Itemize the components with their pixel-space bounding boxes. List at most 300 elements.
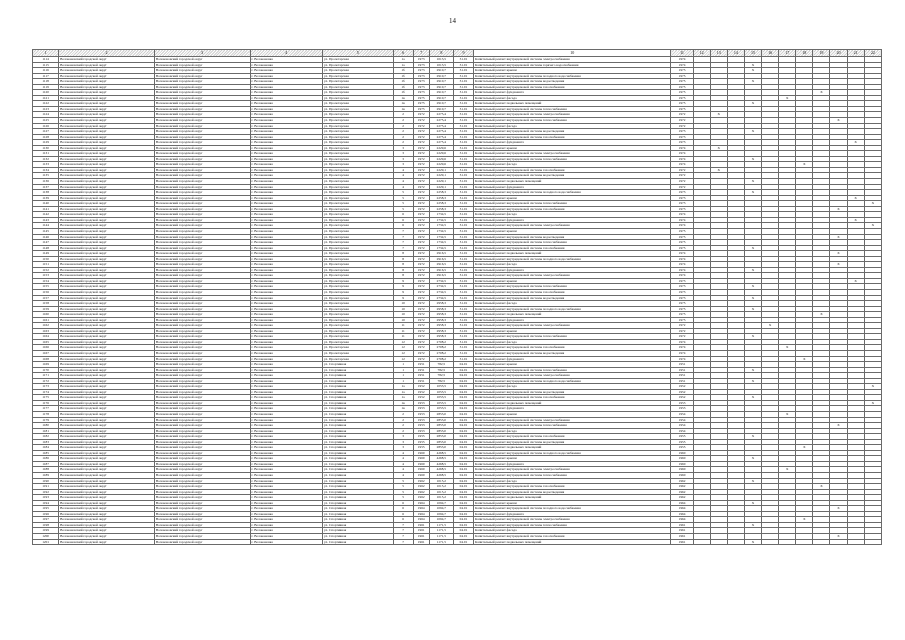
table-cell: 1961 (413, 539, 429, 545)
table-cell: 10 (393, 306, 413, 312)
table-cell: Капитальный ремонт подвальных помещений (474, 539, 671, 545)
table-cell: 04.01 (453, 400, 473, 406)
table-cell: 31.01 (453, 334, 473, 340)
table-cell: г. Волоконовка (250, 445, 323, 451)
table-cell: 04.01 (453, 362, 473, 368)
table-cell: Волоконовский городской округ (154, 145, 250, 151)
table-cell: Волоконовский городской округ (59, 323, 155, 329)
table-cell: Волоконовский городской округ (59, 522, 155, 528)
table-cell: 12 (393, 356, 413, 362)
table-cell: 1053,5 (429, 384, 453, 390)
table-cell: Волоконовский городской округ (59, 417, 155, 423)
table-cell: 04.01 (453, 500, 473, 506)
table-cell: ул. Спортивная (323, 467, 393, 473)
table-cell: 1953 (413, 423, 429, 429)
table-cell: Волоконовский городской округ (154, 500, 250, 506)
table-cell: 1954 (671, 412, 693, 418)
column-header-9: 9 (453, 50, 473, 57)
column-header-15: 15 (744, 50, 761, 57)
table-cell: г. Волоконовка (250, 228, 323, 234)
table-cell: 1972 (413, 278, 429, 284)
table-cell: Волоконовский городской округ (59, 328, 155, 334)
table-cell: 31.01 (453, 73, 473, 79)
table-cell: Капитальный ремонт фасада (474, 478, 671, 484)
table-cell: 1169 (33, 362, 59, 368)
table-cell: 31.01 (453, 228, 473, 234)
table-cell: 1155 (33, 284, 59, 290)
table-cell: 1734,5 (429, 245, 453, 251)
table-cell: г. Волоконовка (250, 367, 323, 373)
table-cell: 1199 (33, 528, 59, 534)
table-cell: Волоконовский городской округ (154, 289, 250, 295)
table-cell: 6 (393, 506, 413, 512)
column-header-20: 20 (830, 50, 847, 57)
table-cell: 7 (393, 228, 413, 234)
table-cell: Волоконовский городской округ (154, 445, 250, 451)
table-cell: 1117 (33, 73, 59, 79)
table-cell: Волоконовский городской округ (154, 162, 250, 168)
table-cell: ул. Пролетарская (323, 151, 393, 157)
table-cell: 1114 (33, 57, 59, 63)
table-cell: Волоконовский городской округ (59, 428, 155, 434)
table-cell: 782,5 (429, 378, 453, 384)
table-cell: Волоконовский городской округ (154, 489, 250, 495)
table-cell: Волоконовский городской округ (59, 240, 155, 246)
table-cell: 1171 (33, 373, 59, 379)
table-cell: 7 (393, 234, 413, 240)
table-cell: 1148 (33, 245, 59, 251)
table-cell: г. Волоконовка (250, 406, 323, 412)
table-cell: 1974 (671, 356, 693, 362)
table-cell: Волоконовский городской округ (154, 68, 250, 74)
table-cell: Капитальный ремонт внутридомовой системы водоотведения (474, 234, 671, 240)
table-cell: Капитальный ремонт внутридомовой системы холодного водоснабжения (474, 506, 671, 512)
table-cell: 1955 (413, 439, 429, 445)
table-cell: 9 (393, 295, 413, 301)
table-cell: 2708,2 (429, 345, 453, 351)
table-cell: 1160 (33, 312, 59, 318)
table-cell: 2229,6 (429, 151, 453, 157)
table-cell: 04.01 (453, 473, 473, 479)
table-cell: Капитальный ремонт внутридомовой системы теплоснабжения (474, 156, 671, 162)
table-cell: 1150 (33, 256, 59, 262)
table-cell: 31.01 (453, 84, 473, 90)
table-cell: 1972 (413, 179, 429, 185)
table-row (33, 539, 882, 545)
table-cell: Волоконовский городской округ (154, 234, 250, 240)
table-cell: Волоконовский городской округ (59, 495, 155, 501)
table-cell: 04.01 (453, 367, 473, 373)
table-cell: Капитальный ремонт крыши (474, 278, 671, 284)
table-cell: 31.01 (453, 184, 473, 190)
table-cell: 2910,7 (429, 73, 453, 79)
table-cell: 1123 (33, 106, 59, 112)
table-cell: 1964 (671, 511, 693, 517)
table-cell: 2916,5 (429, 256, 453, 262)
table-cell: 1734,5 (429, 223, 453, 229)
table-cell: 1118 (33, 79, 59, 85)
table-cell: 9 (393, 278, 413, 284)
table-cell: 1133 (33, 162, 59, 168)
table-cell: 1975 (671, 90, 693, 96)
table-cell: X (830, 506, 847, 512)
table-cell: X (744, 367, 761, 373)
table-cell: Волоконовский городской округ (154, 473, 250, 479)
table-cell: г. Волоконовка (250, 101, 323, 107)
table-cell: 31.01 (453, 95, 473, 101)
table-cell: Капитальный ремонт внутридомовой системы электроснабжения (474, 373, 671, 379)
table-cell: Капитальный ремонт внутридомовой системы электроснабжения (474, 417, 671, 423)
table-cell: 2916,5 (429, 273, 453, 279)
table-cell: 1185 (33, 450, 59, 456)
table-cell: Волоконовский городской округ (59, 68, 155, 74)
table-cell: Капитальный ремонт внутридомовой системы газоснабжения (474, 134, 671, 140)
table-cell: Волоконовский городской округ (59, 84, 155, 90)
table-cell: Волоконовский городской округ (154, 173, 250, 179)
table-cell: ул. Пролетарская (323, 278, 393, 284)
table-cell: 2910,7 (429, 79, 453, 85)
table-cell: 1115 (33, 62, 59, 68)
table-cell: Капитальный ремонт внутридомовой системы водоотведения (474, 129, 671, 135)
table-cell: 1974 (671, 223, 693, 229)
table-cell: X (864, 223, 881, 229)
table-cell: Волоконовский городской округ (59, 212, 155, 218)
table-cell: Капитальный ремонт внутридомовой системы водоотведения (474, 389, 671, 395)
table-cell: 1146 (33, 234, 59, 240)
table-cell: 2958,3 (429, 328, 453, 334)
table-cell: 1973 (671, 278, 693, 284)
table-cell: 1964 (413, 517, 429, 523)
table-cell: Капитальный ремонт фасада (474, 301, 671, 307)
table-cell: ул. Пролетарская (323, 234, 393, 240)
table-cell: 1972 (413, 240, 429, 246)
table-cell: Капитальный ремонт внутридомовой системы холодного водоснабжения (474, 73, 671, 79)
table-cell: Капитальный ремонт внутридомовой системы горячего водоснабжения (474, 62, 671, 68)
table-cell: 1015,2 (429, 495, 453, 501)
table-cell: Волоконовский городской округ (154, 295, 250, 301)
table-cell: Волоконовский городской округ (59, 167, 155, 173)
table-cell: Волоконовский городской округ (59, 373, 155, 379)
table-cell: Волоконовский городской округ (59, 367, 155, 373)
table-cell: X (744, 79, 761, 85)
table-cell: 1174 (33, 389, 59, 395)
table-cell: 1953 (413, 428, 429, 434)
table-cell: 2229,1 (429, 173, 453, 179)
table-cell: Капитальный ремонт крыши (474, 362, 671, 368)
table-cell: X (744, 68, 761, 74)
table-cell: 1094,7 (429, 517, 453, 523)
table-cell: 1973 (413, 57, 429, 63)
table-cell: ул. Спортивная (323, 473, 393, 479)
table-cell (864, 539, 881, 545)
table-cell: 1974 (671, 162, 693, 168)
table-cell: X (744, 190, 761, 196)
table-cell: Волоконовский городской округ (154, 190, 250, 196)
table-cell: г. Волоконовка (250, 267, 323, 273)
table-cell: Волоконовский городской округ (59, 95, 155, 101)
table-cell: Капитальный ремонт внутридомовой системы холодного водоснабжения (474, 450, 671, 456)
table-cell: 1960 (671, 467, 693, 473)
table-cell: 4 (393, 456, 413, 462)
table-cell: 1951 (671, 373, 693, 379)
table-cell: 1116 (33, 68, 59, 74)
table-cell (796, 539, 813, 545)
table-cell: 1094,7 (429, 500, 453, 506)
table-cell: 1187 (33, 461, 59, 467)
table-cell: Волоконовский городской округ (154, 350, 250, 356)
table-cell: 1151 (33, 262, 59, 268)
table-cell: 31.01 (453, 350, 473, 356)
table-cell: Волоконовский городской округ (154, 228, 250, 234)
table-cell: 1б (393, 68, 413, 74)
table-cell: г. Волоконовка (250, 517, 323, 523)
table-cell: г. Волоконовка (250, 400, 323, 406)
table-cell: ул. Пролетарская (323, 245, 393, 251)
table-cell: ул. Пролетарская (323, 262, 393, 268)
table-cell: Капитальный ремонт фундамента (474, 184, 671, 190)
table-cell: Волоконовский городской округ (154, 312, 250, 318)
table-cell: 1953 (671, 400, 693, 406)
table-cell: Волоконовский городской округ (59, 201, 155, 207)
table-cell: Волоконовский городской округ (59, 262, 155, 268)
table-cell: Волоконовский городской округ (59, 478, 155, 484)
table-cell: 04.01 (453, 378, 473, 384)
table-cell: 1972 (413, 339, 429, 345)
table-cell: г. Волоконовка (250, 539, 323, 545)
page-number: 14 (449, 17, 456, 25)
table-cell: 1а (393, 384, 413, 390)
table-cell: Волоконовский городской округ (59, 256, 155, 262)
table-cell: Волоконовский городской округ (154, 378, 250, 384)
table-cell: 1955 (413, 434, 429, 440)
table-cell: ул. Пролетарская (323, 112, 393, 118)
table-cell: 04.01 (453, 445, 473, 451)
table-cell: г. Волоконовка (250, 234, 323, 240)
table-cell: г. Волоконовка (250, 212, 323, 218)
table-cell: 1972 (413, 356, 429, 362)
table-cell: Волоконовский городской округ (154, 156, 250, 162)
table-cell: 1975 (413, 101, 429, 107)
table-cell: 2 (393, 134, 413, 140)
table-cell: Волоконовский городской округ (154, 212, 250, 218)
table-cell: 1147 (33, 240, 59, 246)
table-cell: ул. Спортивная (323, 428, 393, 434)
table-cell: 1972 (671, 323, 693, 329)
table-cell: ул. Пролетарская (323, 190, 393, 196)
table-cell: Капитальный ремонт фундамента (474, 461, 671, 467)
table-cell: ул. Пролетарская (323, 217, 393, 223)
table-cell: 2853,0 (429, 439, 453, 445)
table-cell: г. Волоконовка (250, 106, 323, 112)
table-cell: 1952 (413, 395, 429, 401)
table-cell: 2258,3 (429, 195, 453, 201)
table-cell: 31.01 (453, 167, 473, 173)
table-cell: Волоконовский городской округ (59, 412, 155, 418)
table-cell: 1153 (33, 273, 59, 279)
table-cell: ул. Спортивная (323, 417, 393, 423)
table-cell: 1960 (413, 467, 429, 473)
table-cell: Волоконовский городской округ (59, 506, 155, 512)
table-cell: г. Волоконовка (250, 495, 323, 501)
table-cell: 31.01 (453, 123, 473, 129)
table-cell: X (779, 345, 796, 351)
table-cell: 1973 (671, 195, 693, 201)
table-cell: 1734,5 (429, 212, 453, 218)
table-cell: Капитальный ремонт фундамента (474, 511, 671, 517)
table-cell: Капитальный ремонт подвальных помещений (474, 101, 671, 107)
table-cell: 1972 (413, 206, 429, 212)
table-cell: 1953 (413, 400, 429, 406)
table-cell: Капитальный ремонт внутридомовой системы электроснабжения (474, 273, 671, 279)
table-cell: 12 (393, 350, 413, 356)
table-cell: X (744, 434, 761, 440)
table-cell: Капитальный ремонт крыши (474, 500, 671, 506)
table-cell: 2 (393, 112, 413, 118)
table-cell: 1158 (33, 301, 59, 307)
table-cell: X (744, 295, 761, 301)
table-cell: 31.01 (453, 323, 473, 329)
column-header-2: 2 (59, 50, 155, 57)
table-cell: 2 (393, 417, 413, 423)
table-cell: Волоконовский городской округ (154, 406, 250, 412)
table-cell: ул. Спортивная (323, 506, 393, 512)
table-cell: Волоконовский городской округ (154, 356, 250, 362)
table-cell: г. Волоконовка (250, 489, 323, 495)
table-cell: г. Волоконовка (250, 428, 323, 434)
table-cell: 2853,0 (429, 423, 453, 429)
table-cell: 1972 (413, 284, 429, 290)
table-cell: 2958,3 (429, 301, 453, 307)
table-cell: 11 (393, 323, 413, 329)
table-cell: 1953 (413, 412, 429, 418)
table-cell: Капитальный ремонт внутридомовой системы теплоснабжения (474, 334, 671, 340)
table-cell: ул. Пролетарская (323, 201, 393, 207)
table-cell: 1972 (413, 223, 429, 229)
table-cell: 7 (393, 522, 413, 528)
table-cell: Капитальный ремонт крыши (474, 456, 671, 462)
table-cell: 1201 (33, 539, 59, 545)
table-cell: 1972 (413, 256, 429, 262)
table-cell: г. Волоконовка (250, 500, 323, 506)
table-cell: г. Волоконовка (250, 184, 323, 190)
table-cell: г. Волоконовка (250, 90, 323, 96)
table-cell: ул. Спортивная (323, 373, 393, 379)
table-cell: X (744, 179, 761, 185)
table-cell: Волоконовский городской округ (154, 140, 250, 146)
table-cell: X (830, 234, 847, 240)
table-cell (847, 539, 864, 545)
table-cell: ул. Пролетарская (323, 356, 393, 362)
table-cell: г. Волоконовка (250, 195, 323, 201)
table-cell: г. Волоконовка (250, 323, 323, 329)
table-cell: 1119 (33, 84, 59, 90)
table-cell: 1975 (671, 101, 693, 107)
table-cell: Волоконовский городской округ (59, 129, 155, 135)
column-header-5: 5 (323, 50, 393, 57)
table-cell: Капитальный ремонт внутридомовой системы газоснабжения (474, 434, 671, 440)
table-cell: Волоконовский городской округ (154, 273, 250, 279)
table-cell: X (830, 206, 847, 212)
table-cell: 1975 (671, 73, 693, 79)
table-cell: 1973 (413, 68, 429, 74)
table-cell: г. Волоконовка (250, 251, 323, 257)
table-cell: 31.01 (453, 278, 473, 284)
table-cell: 782,5 (429, 367, 453, 373)
table-cell (693, 539, 710, 545)
table-cell: 1954 (671, 417, 693, 423)
table-cell: 04.01 (453, 384, 473, 390)
table-cell: 1134 (33, 167, 59, 173)
table-cell: Капитальный ремонт внутридомовой системы водоотведения (474, 350, 671, 356)
table-cell: 31.01 (453, 68, 473, 74)
table-cell: X (744, 539, 761, 545)
table-cell: 1972 (413, 167, 429, 173)
table-cell: ул. Спортивная (323, 495, 393, 501)
table-cell: 1975 (413, 95, 429, 101)
table-cell: 1973 (671, 140, 693, 146)
table-cell: 31.01 (453, 106, 473, 112)
table-cell: 31.01 (453, 79, 473, 85)
table-cell: Волоконовский городской округ (59, 528, 155, 534)
table-cell: 1178 (33, 412, 59, 418)
column-header-10: 10 (474, 50, 671, 57)
table-cell: 1в (393, 106, 413, 112)
table-cell: 1975 (671, 245, 693, 251)
table-cell: г. Волоконовка (250, 450, 323, 456)
table-cell: г. Волоконовка (250, 129, 323, 135)
table-cell: 1167 (33, 350, 59, 356)
table-cell: 1974 (671, 145, 693, 151)
table-cell: 1188 (33, 467, 59, 473)
table-cell: 1в (393, 406, 413, 412)
table-cell: 1975 (671, 95, 693, 101)
table-cell: 04.01 (453, 456, 473, 462)
table-cell: X (830, 534, 847, 540)
table-cell: ул. Пролетарская (323, 106, 393, 112)
table-cell: 10 (393, 301, 413, 307)
table-cell: 1094,7 (429, 511, 453, 517)
table-cell: Капитальный ремонт внутридомовой системы газоснабжения (474, 167, 671, 173)
table-cell: 1961 (671, 522, 693, 528)
table-cell: 2853,0 (429, 412, 453, 418)
column-header-3: 3 (154, 50, 250, 57)
table-cell: 9 (393, 289, 413, 295)
table-cell: 2229,1 (429, 167, 453, 173)
table-cell: 1972 (671, 123, 693, 129)
table-cell: 7 (393, 534, 413, 540)
table-cell: 1170 (33, 367, 59, 373)
table-cell: 1186 (33, 456, 59, 462)
table-cell: Волоконовский городской округ (59, 140, 155, 146)
table-cell: 1а (393, 57, 413, 63)
table-cell: 1137 (33, 184, 59, 190)
table-cell: Волоконовский городской округ (59, 90, 155, 96)
table-cell: ул. Пролетарская (323, 334, 393, 340)
table-cell: 1 (393, 378, 413, 384)
table-cell: Волоконовский городской округ (154, 528, 250, 534)
table-cell: Капитальный ремонт фундамента (474, 267, 671, 273)
table-cell: г. Волоконовка (250, 68, 323, 74)
table-cell: ул. Пролетарская (323, 184, 393, 190)
table-cell: Капитальный ремонт внутридомовой системы теплоснабжения (474, 367, 671, 373)
table-cell: Капитальный ремонт внутридомовой системы электроснабжения (474, 467, 671, 473)
table-cell: Волоконовский городской округ (154, 456, 250, 462)
table-cell: Волоконовский городской округ (154, 367, 250, 373)
table-cell: г. Волоконовка (250, 312, 323, 318)
table-cell: 2 (393, 428, 413, 434)
table-cell: Волоконовский городской округ (59, 106, 155, 112)
table-cell: Волоконовский городской округ (59, 400, 155, 406)
